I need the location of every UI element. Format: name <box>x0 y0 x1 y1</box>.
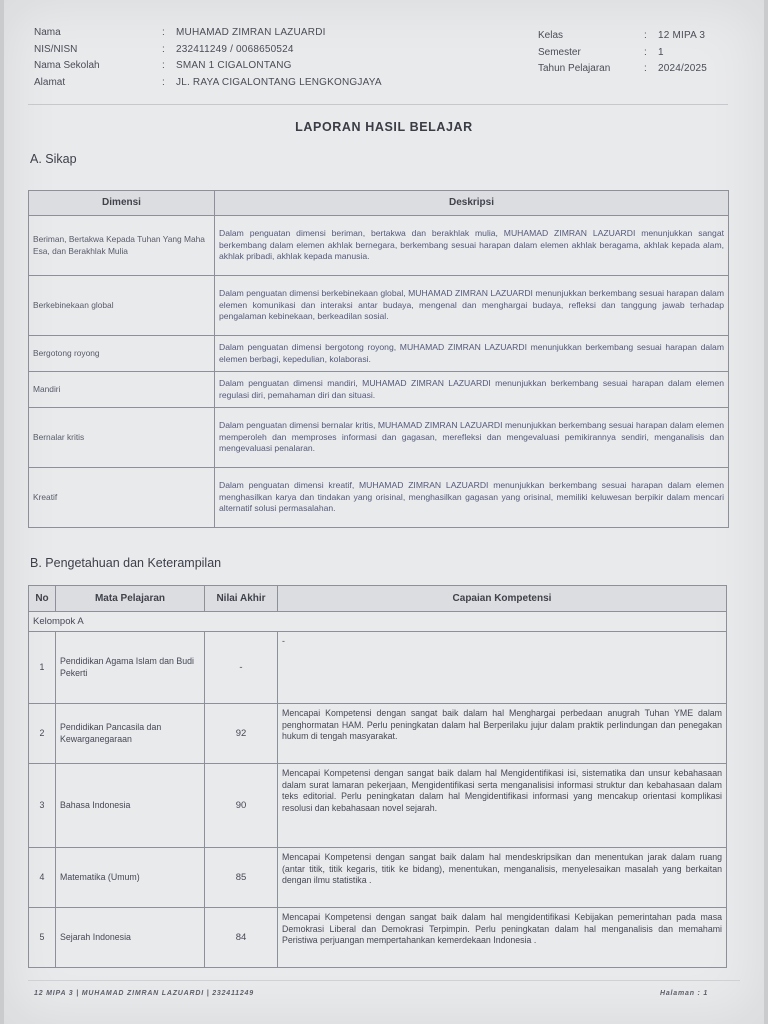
info-value: SMAN 1 CIGALONTANG <box>176 60 292 71</box>
info-value: JL. RAYA CIGALONTANG LENGKONGJAYA <box>176 76 382 88</box>
section-b-heading: B. Pengetahuan dan Keterampilan <box>30 556 222 570</box>
info-label: Alamat <box>34 76 66 88</box>
deskripsi-cell: Dalam penguatan dimensi berkebinekaan global, MUHAMAD ZIMRAN LAZUARDI menunjukkan berkembang sesuai harapan dalam elemen komunikasi dan interaksi antar budaya, mengenal dan menghargai budaya, refleksi dan tanggung jawab terhadap pengalaman kebinekaan, berkeadilan sosial. <box>215 276 729 336</box>
deskripsi-cell: Dalam penguatan dimensi bergotong royong, MUHAMAD ZIMRAN LAZUARDI menunjukkan berkembang sesuai harapan dalam elemen berbagi, kepedulian, kolaborasi. <box>215 336 729 372</box>
info-label: Tahun Pelajaran <box>538 63 611 74</box>
dimensi-cell: Mandiri <box>29 372 215 408</box>
nilai-cell: 84 <box>205 908 278 968</box>
info-value: 12 MIPA 3 <box>658 30 706 41</box>
table-row <box>29 216 729 276</box>
info-row-nama <box>34 25 382 42</box>
info-row-alamat <box>34 75 382 92</box>
row-number: 3 <box>29 764 56 848</box>
info-row-nis <box>34 42 382 59</box>
dimensi-cell: Beriman, Bertakwa Kepada Tuhan Yang Maha Esa, dan Berakhlak Mulia <box>29 216 215 276</box>
section-a-heading: A. Sikap <box>30 152 77 166</box>
col-header-deskripsi: Deskripsi <box>215 191 729 216</box>
info-label: Semester <box>538 46 581 58</box>
info-value: MUHAMAD ZIMRAN LAZUARDI <box>176 27 326 38</box>
mapel-cell: Pendidikan Agama Islam dan Budi Pekerti <box>56 632 205 704</box>
info-row-tahun <box>538 61 707 78</box>
info-colon: : <box>644 30 647 41</box>
col-header-no: No <box>29 586 56 612</box>
table-header-row <box>29 191 729 216</box>
info-row-kelas <box>538 28 707 45</box>
dimensi-cell: Bernalar kritis <box>29 408 215 468</box>
table-row <box>29 908 727 968</box>
capaian-cell: Mencapai Kompetensi dengan sangat baik dalam hal Menghargai perbedaan anugrah Tuhan YME dalam penghormatan HAM. Perlu peningkatan dalam hal Berperilaku jujur dalam praktik perlindungan dan penegakan hukum di tengah masyarakat. <box>278 704 727 764</box>
deskripsi-cell: Dalam penguatan dimensi beriman, bertakwa dan berakhlak mulia, MUHAMAD ZIMRAN LAZUARDI menunjukkan sangat berkembang dalam elemen akhlak bernegara, berkembang sesuai harapan dalam elemen akhlak beragama, akhlak kepada alam, akhlak pribadi, akhlak kepada manusia. <box>215 216 729 276</box>
table-row <box>29 408 729 468</box>
row-number: 5 <box>29 908 56 968</box>
info-value: 2024/2025 <box>658 63 708 74</box>
sikap-table <box>28 190 729 528</box>
info-value: 232411249 / 0068650524 <box>176 43 294 55</box>
mapel-cell: Matematika (Umum) <box>56 848 205 908</box>
nilai-cell: 92 <box>205 704 278 764</box>
dimensi-cell: Berkebinekaan global <box>29 276 215 336</box>
nilai-cell: 90 <box>205 764 278 848</box>
table-row <box>29 468 729 528</box>
info-label: Nama <box>34 27 61 38</box>
col-header-dimensi: Dimensi <box>29 191 215 216</box>
dimensi-cell: Bergotong royong <box>29 336 215 372</box>
table-row <box>29 764 727 848</box>
table-row <box>29 372 729 408</box>
row-number: 1 <box>29 632 56 704</box>
footer-divider <box>28 980 740 981</box>
footer-student: 12 MIPA 3 | MUHAMAD ZIMRAN LAZUARDI | 232411249 <box>34 990 254 997</box>
deskripsi-cell: Dalam penguatan dimensi mandiri, MUHAMAD ZIMRAN LAZUARDI menunjukkan berkembang sesuai harapan dalam elemen regulasi diri, pemahaman diri dan situasi. <box>215 372 729 408</box>
table-row <box>29 276 729 336</box>
report-page <box>4 0 764 1024</box>
info-colon: : <box>162 27 165 38</box>
dimensi-cell: Kreatif <box>29 468 215 528</box>
capaian-cell: Mencapai Kompetensi dengan sangat baik dalam hal mendeskripsikan dan menentukan jarak dalam ruang (antar titik, titik kegaris, titik ke bidang), menentukan, menganalisis, menyelesaikan masalah yang berkaitan dengan ilmu statistika . <box>278 848 727 908</box>
col-header-nilai: Nilai Akhir <box>205 586 278 612</box>
table-row <box>29 632 727 704</box>
info-row-sekolah <box>34 58 382 75</box>
info-colon: : <box>162 43 165 55</box>
deskripsi-cell: Dalam penguatan dimensi bernalar kritis, MUHAMAD ZIMRAN LAZUARDI menunjukkan berkembang sesuai harapan dalam elemen memperoleh dan memproses informasi dan gagasan, merefleksi dan mengevaluasi pemikirannya sendiri, menganalisis dan mengevaluasi penalaran. <box>215 408 729 468</box>
info-label: Nama Sekolah <box>34 60 100 71</box>
capaian-cell: Mencapai Kompetensi dengan sangat baik dalam hal Mengidentifikasi isi, sistematika dan unsur kebahasaan dalam surat lamaran pekerjaan, Mengidentifikasi serta menganalisisi informasi struktur dan kebahasaan dalam teks editorial. Perlu peningkatan dalam hal Mengidentifikasi informasi yang mencakup orientasi komplikasi resolusi dan kebahasaan novel sejarah. <box>278 764 727 848</box>
table-header-row <box>29 586 727 612</box>
info-colon: : <box>644 63 647 74</box>
info-colon: : <box>162 60 165 71</box>
page-title: LAPORAN HASIL BELAJAR <box>295 120 473 134</box>
header-divider <box>28 104 728 105</box>
group-row <box>29 612 727 632</box>
footer-page-number: Halaman : 1 <box>660 990 709 997</box>
class-info <box>538 28 707 78</box>
pengetahuan-table <box>28 585 727 968</box>
mapel-cell: Pendidikan Pancasila dan Kewarganegaraan <box>56 704 205 764</box>
info-colon: : <box>644 46 647 58</box>
info-row-semester <box>538 45 707 62</box>
row-number: 4 <box>29 848 56 908</box>
table-row <box>29 848 727 908</box>
info-label: Kelas <box>538 30 564 41</box>
info-value: 1 <box>658 46 664 58</box>
capaian-cell: Mencapai Kompetensi dengan sangat baik dalam hal mengidentifikasi Kebijakan pemerintahan pada masa Demokrasi Liberal dan Demokrasi Terpimpin. Perlu peningkatan dalam hal menganalisis dan memahami Peristiwa perjuangan mempertahankan kemerdekaan Indonesia . <box>278 908 727 968</box>
table-row <box>29 336 729 372</box>
row-number: 2 <box>29 704 56 764</box>
mapel-cell: Sejarah Indonesia <box>56 908 205 968</box>
group-label: Kelompok A <box>29 612 727 632</box>
nilai-cell: 85 <box>205 848 278 908</box>
table-row <box>29 704 727 764</box>
info-label: NIS/NISN <box>34 43 78 55</box>
info-colon: : <box>162 76 165 88</box>
student-info <box>34 25 382 91</box>
mapel-cell: Bahasa Indonesia <box>56 764 205 848</box>
capaian-cell: - <box>278 632 727 704</box>
deskripsi-cell: Dalam penguatan dimensi kreatif, MUHAMAD ZIMRAN LAZUARDI menunjukkan berkembang sesuai harapan dalam elemen menghasilkan karya dan tindakan yang orisinal, menghasilkan gagasan yang orisinal, memiliki keluwesan berpikir dalam mencari alternatif solusi permasalahan. <box>215 468 729 528</box>
nilai-cell: - <box>205 632 278 704</box>
col-header-mapel: Mata Pelajaran <box>56 586 205 612</box>
col-header-capaian: Capaian Kompetensi <box>278 586 727 612</box>
